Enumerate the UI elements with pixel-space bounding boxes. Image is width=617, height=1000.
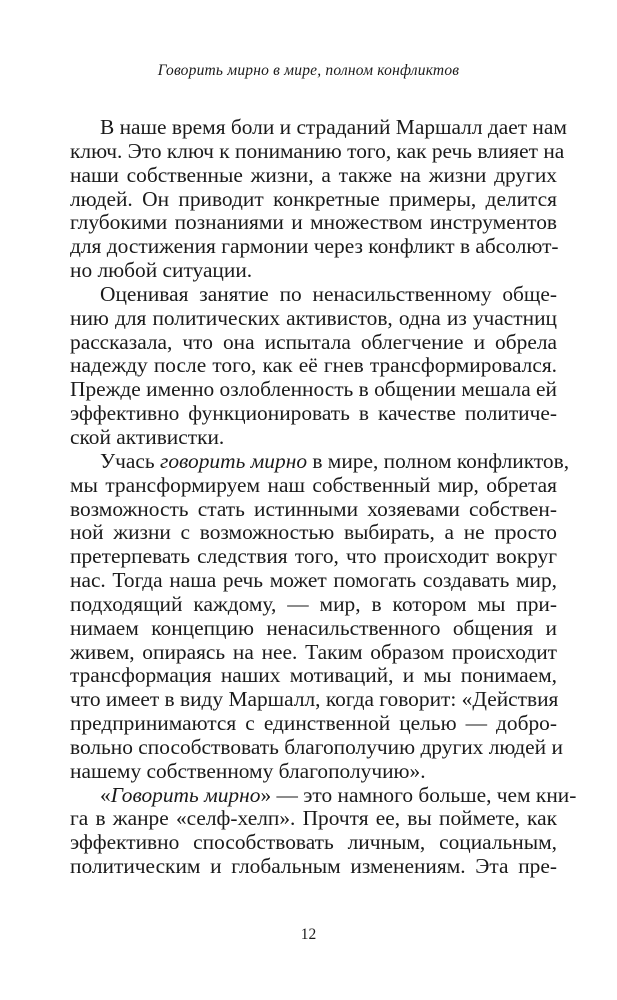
text-line: Прежде именно озлобленность в общении мешала ей [70, 377, 557, 402]
text-line: подходящий каждому, — мир, в котором мы при- [70, 591, 557, 616]
text-line: нас. Тогда наша речь может помогать создавать мир, [70, 568, 557, 593]
text-line: вольно способствовать благополучию других людей и [70, 734, 563, 759]
text-line: ской активистки. [70, 424, 225, 449]
text-line: наши собственные жизни, а также на жизни других [70, 162, 557, 187]
text-line: глубокими познаниями и множеством инструментов [70, 210, 557, 235]
text-line: В наше время боли и страданий Маршалл дает нам [100, 115, 567, 139]
italic-title: говорить мирно [160, 448, 308, 473]
text-line: но любой ситуации. [70, 258, 253, 283]
text-segment: в мире, полном конфликтов, [307, 448, 570, 473]
text-line: политическим и глобальным изменениям. Эта пре- [70, 854, 557, 879]
text-line: живем, опираясь на нее. Таким образом происходит [70, 639, 557, 664]
text-line: трансформация наших мотиваций, и мы понимаем, [70, 663, 557, 688]
page-number: 12 [300, 926, 317, 943]
text-line: предпринимаются с единственной целью — добро- [70, 711, 557, 736]
running-head: Говорить мирно в мире, полном конфликтов [157, 62, 460, 79]
text-line: претерпевать следствия того, что происходит вокруг [70, 544, 557, 569]
text-line: людей. Он приводит конкретные примеры, делится [70, 186, 557, 211]
text-line: рассказала, что она испытала облегчение и обрела [70, 329, 557, 354]
text-line: Оценивая занятие по ненасильственному обще- [100, 281, 557, 306]
text-line [70, 782, 577, 808]
text-line: ной жизни с возможностью выбирать, а не просто [70, 520, 557, 545]
text-line: га в жанре «селф-хелп». Прочтя ее, вы поймете, как [70, 806, 557, 831]
text-line: эффективно способствовать личным, социальным, [70, 830, 557, 855]
text-line [70, 448, 570, 474]
text-line: мы трансформируем наш собственный мир, обретая [70, 472, 557, 497]
text-line: нию для политических активистов, одна из участниц [70, 305, 557, 330]
text-line: что имеет в виду Маршалл, когда говорит: «Действия [70, 687, 559, 712]
text-segment: « [100, 782, 111, 807]
text-line: нашему собственному благополучию». [70, 758, 426, 783]
text-line: возможность стать истинными хозяевами собствен- [70, 496, 557, 521]
text-line: эффективно функционировать в качестве политиче- [70, 401, 557, 426]
text-segment: » — это намного больше, чем кни- [260, 782, 577, 807]
italic-title: Говорить мирно [110, 782, 261, 807]
text-line: надежду после того, как её гнев трансформировался. [70, 353, 557, 378]
text-line: нимаем концепцию ненасильственного общения и [70, 615, 557, 640]
body-text [70, 115, 577, 879]
text-line: для достижения гармонии через конфликт в абсолют- [70, 234, 559, 259]
text-line: ключ. Это ключ к пониманию того, как речь влияет на [70, 138, 565, 163]
text-segment: Учась [100, 448, 160, 473]
